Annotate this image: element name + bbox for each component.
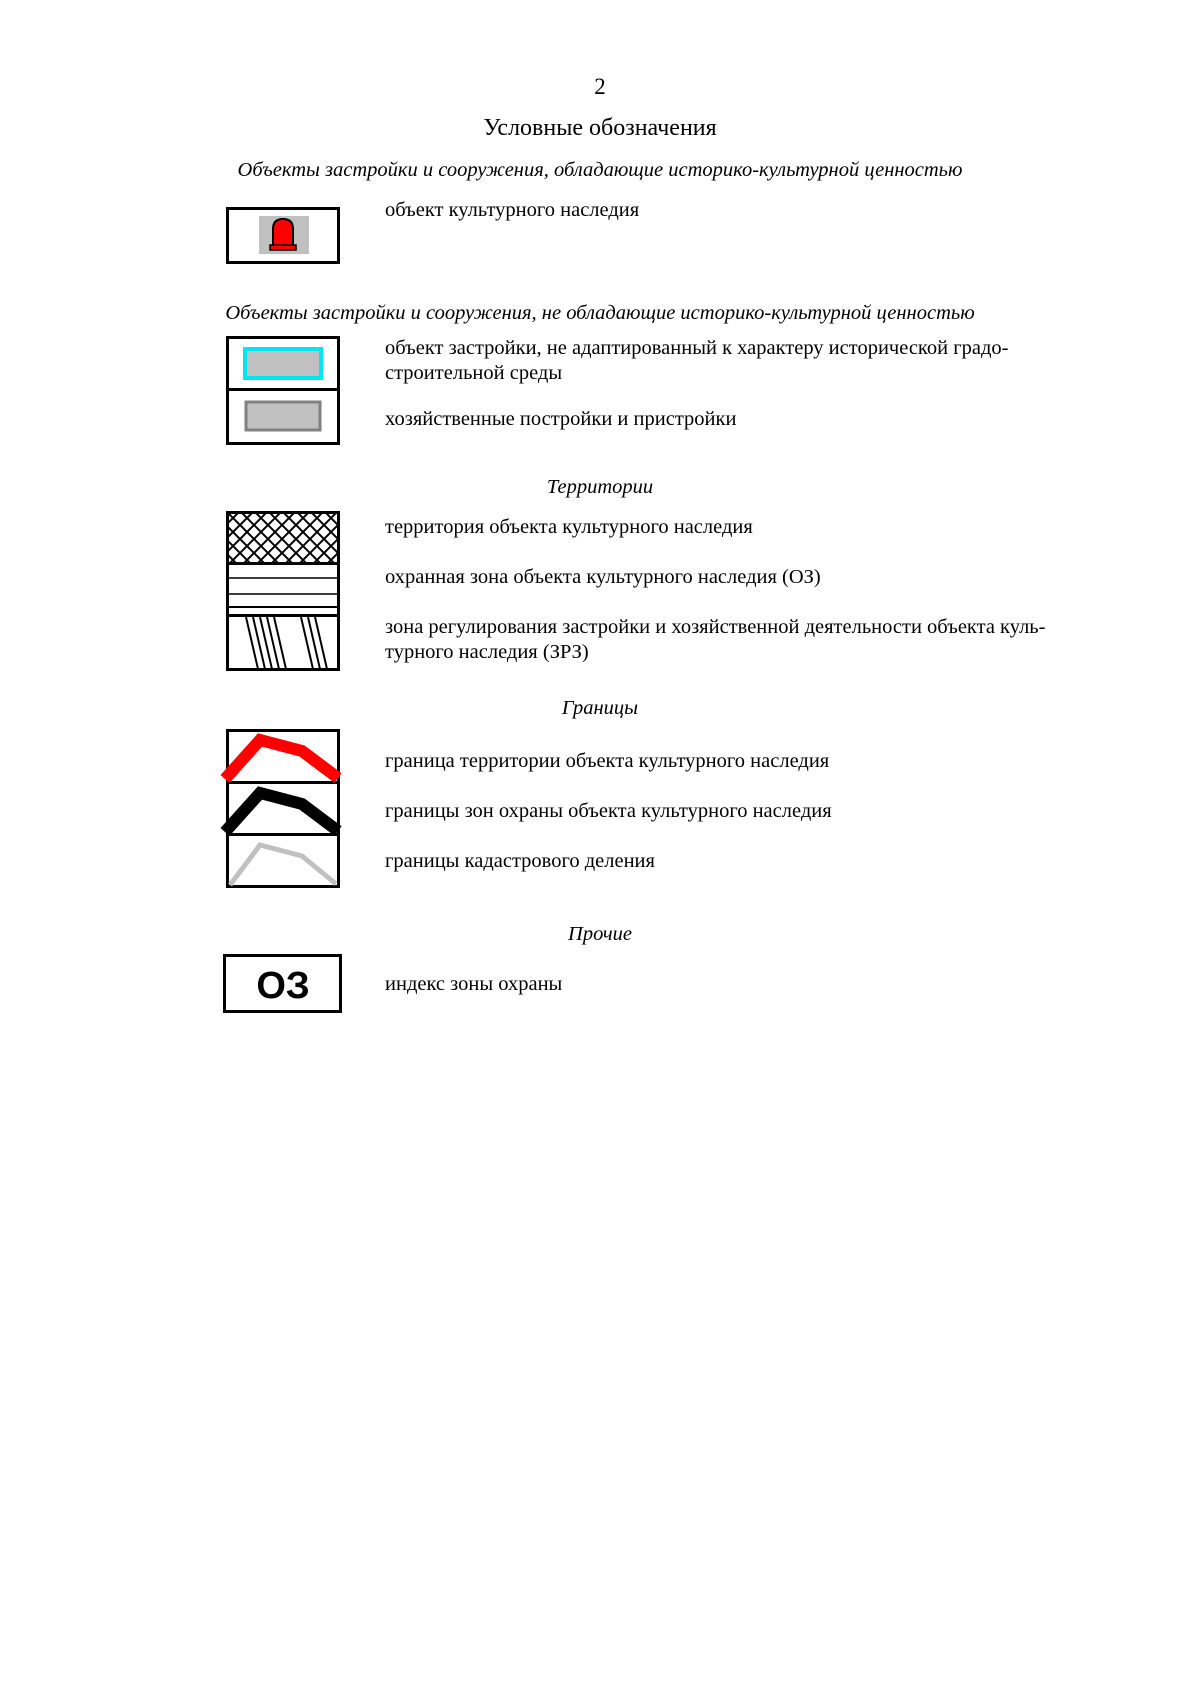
legend-label-regulation-zone: зона регулирования застройки и хозяйственной деятельности объекта куль- турного наследия (ЗРЗ) bbox=[385, 616, 1046, 663]
building-symbols bbox=[226, 336, 340, 446]
section-heading-boundaries: Границы bbox=[561, 697, 639, 719]
legend-label-non-adapted-building: объект застройки, не адаптированный к характеру исторической градо- строительной среды bbox=[385, 337, 1009, 384]
legend-label-heritage-object: объект культурного наследия bbox=[385, 199, 640, 221]
crosshatch-pattern-icon bbox=[228, 513, 339, 564]
page-title: Условные обозначения bbox=[483, 115, 717, 141]
legend-label-heritage-territory: территория объекта культурного наследия bbox=[385, 516, 753, 538]
svg-text:ОЗ: ОЗ bbox=[256, 965, 310, 1007]
legend-label-cadastral-boundary: границы кадастрового деления bbox=[385, 850, 655, 872]
territory-symbols bbox=[226, 511, 340, 671]
section-heading-other: Прочие bbox=[568, 923, 632, 945]
utility-building-icon bbox=[246, 402, 320, 430]
section-heading-non-historic-objects: Объекты застройки и сооружения, не обладающие историко-культурной ценностью bbox=[225, 302, 975, 324]
legend-label-zone-index: индекс зоны охраны bbox=[385, 973, 563, 995]
diagonal-lines-pattern-icon bbox=[228, 616, 339, 670]
horizontal-lines-pattern-icon bbox=[228, 564, 339, 616]
section-heading-territories: Территории bbox=[546, 476, 654, 498]
non-adapted-building-icon bbox=[245, 349, 321, 378]
legend-label-protection-zone: охранная зона объекта культурного наследия (ОЗ) bbox=[385, 566, 821, 588]
legend-label-utility-building: хозяйственные постройки и пристройки bbox=[385, 408, 737, 430]
zone-index-icon bbox=[223, 954, 343, 1014]
page-number: 2 bbox=[594, 74, 606, 99]
heritage-object-icon bbox=[226, 207, 340, 265]
section-heading-historic-objects: Объекты застройки и сооружения, обладающие историко-культурной ценностью bbox=[237, 159, 963, 181]
boundary-symbols bbox=[222, 729, 346, 893]
legend-label-protection-zone-boundary: границы зон охраны объекта культурного наследия bbox=[385, 800, 832, 822]
legend-label-heritage-boundary: граница территории объекта культурного наследия bbox=[385, 750, 830, 772]
